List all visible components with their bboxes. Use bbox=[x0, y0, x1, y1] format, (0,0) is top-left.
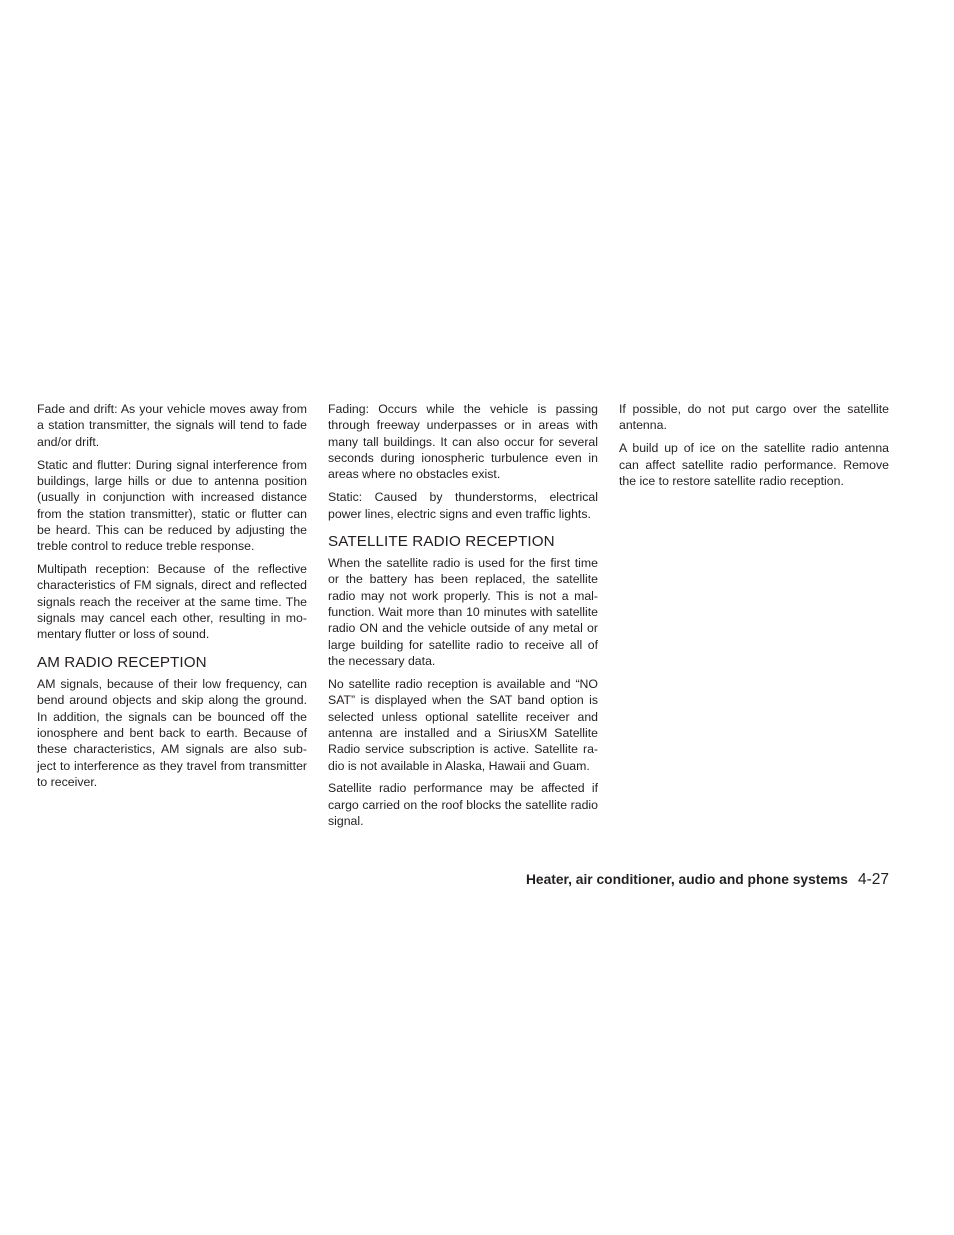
heading-am-radio-reception: AM RADIO RECEPTION bbox=[37, 653, 207, 671]
paragraph-static-and-flutter: Static and flutter: During signal interference from buildings, large hills or due to antenna position (usually in conjunction with increased distance from the station transmitter), static or flutter can be heard. This can be reduced by adjusting the treble control to reduce treble response. bbox=[37, 457, 307, 554]
heading-satellite-radio-reception: SATELLITE RADIO RECEPTION bbox=[328, 532, 555, 550]
column-1 bbox=[37, 401, 307, 797]
paragraph-fade-and-drift: Fade and drift: As your vehicle moves away from a station transmitter, the signals will tend to fade and/or drift. bbox=[37, 402, 307, 449]
paragraph-no-sat: No satellite radio reception is available and “NO SAT” is displayed when the SAT band option is selected unless optional satellite receiver and antenna are installed and a SiriusXM Satellite Radio service subscription is active. Satellite ra- dio is not available in Alaska, Hawaii and Guam. bbox=[328, 676, 598, 773]
footer-section-title: Heater, air conditioner, audio and phone systems bbox=[525, 872, 848, 887]
paragraph-cargo-over-antenna: If possible, do not put cargo over the satellite antenna. bbox=[619, 402, 889, 433]
page-number: 4-27 bbox=[857, 871, 889, 888]
column-2 bbox=[328, 401, 598, 836]
paragraph-am-signals: AM signals, because of their low frequency, can bend around objects and skip along the ground. In addition, the signals can be bounced off the ionosphere and bent back to earth. Because of these characteristics, AM signals are also sub- ject to interference as they travel from transmitter to receiver. bbox=[37, 676, 307, 789]
paragraph-multipath-reception: Multipath reception: Because of the reflective characteristics of FM signals, direct and reflected signals reach the receiver at the same time. The signals may cancel each other, resulting in mo- mentary flutter or loss of sound. bbox=[37, 562, 307, 642]
paragraph-fading: Fading: Occurs while the vehicle is passing through freeway underpasses or in areas with many tall buildings. It can also occur for several seconds during ionospheric turbulence even in areas where no obstacles exist. bbox=[328, 402, 598, 482]
paragraph-roof-cargo: Satellite radio performance may be affected if cargo carried on the roof blocks the satellite radio signal. bbox=[328, 781, 598, 829]
column-3 bbox=[619, 401, 889, 496]
paragraph-first-time-use: When the satellite radio is used for the first time or the battery has been replaced, the satellite radio may not work properly. This is not a mal- function. Wait more than 10 minutes with satellite radio ON and the vehicle outside of any metal or large building for satellite radio to receive all of the necessary data. bbox=[328, 555, 598, 668]
paragraph-static: Static: Caused by thunderstorms, electrical power lines, electric signs and even traffic lights. bbox=[328, 490, 598, 521]
page-footer bbox=[526, 871, 889, 889]
paragraph-ice-on-antenna: A build up of ice on the satellite radio antenna can affect satellite radio performance. Remove the ice to restore satellite radio reception. bbox=[619, 441, 889, 488]
